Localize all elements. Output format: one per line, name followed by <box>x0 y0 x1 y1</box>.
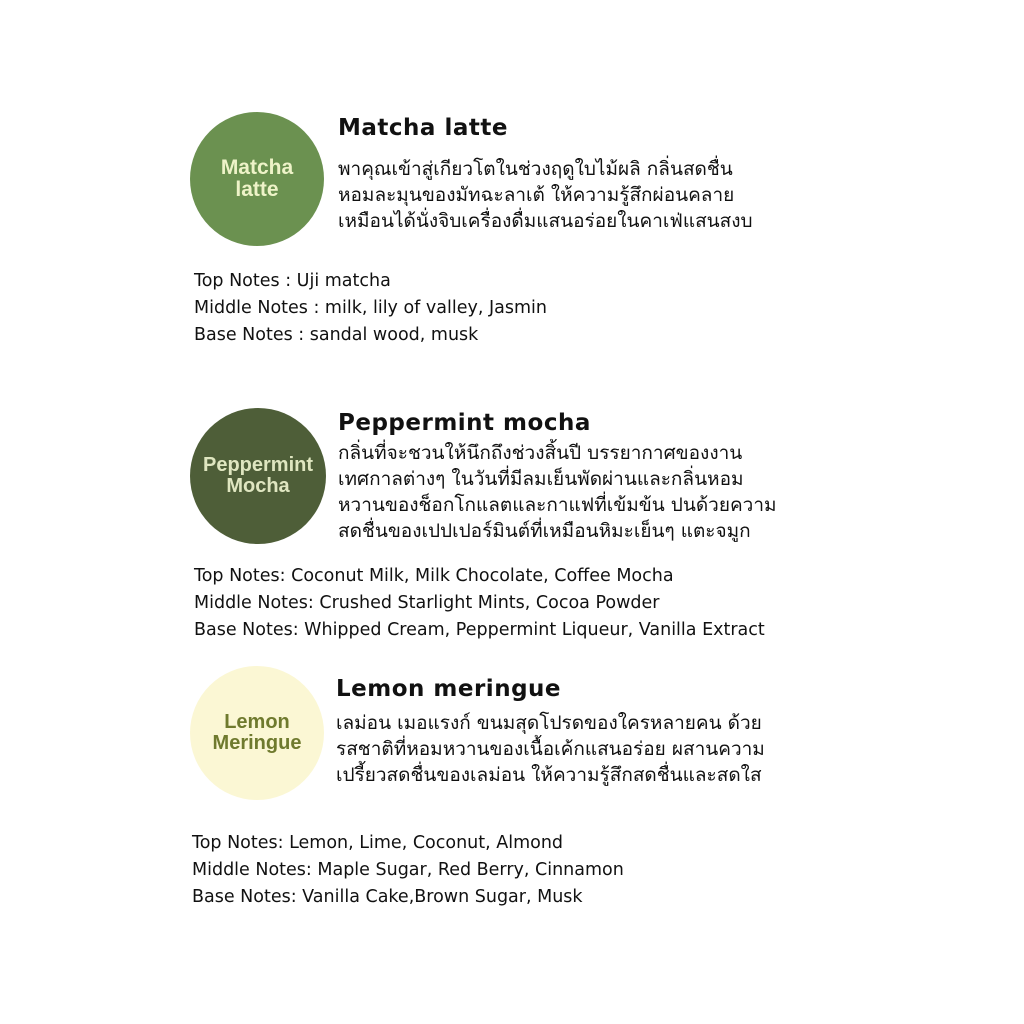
description-line: เปรี้ยวสดชื่นของเลม่อน ให้ความรู้สึกสดชื่นและสดใส <box>336 764 762 786</box>
top-notes: Top Notes: Coconut Milk, Milk Chocolate, Coffee Mocha <box>194 566 674 586</box>
description-line: สดชื่นของเปปเปอร์มินต์ที่เหมือนหิมะเย็นๆ แตะจมูก <box>338 520 751 542</box>
peppermint-mocha-badge <box>190 408 326 544</box>
description-line: เลม่อน เมอแรงก์ ขนมสุดโปรดของใครหลายคน ด้วย <box>336 712 762 734</box>
description-line: รสชาติที่หอมหวานของเนื้อเค้กแสนอร่อย ผสานความ <box>336 738 765 760</box>
badge-line: Meringue <box>212 732 302 754</box>
matcha-latte-notes <box>194 268 547 349</box>
badge-line: Peppermint <box>202 454 314 476</box>
base-notes: Base Notes : sandal wood, musk <box>194 325 479 345</box>
peppermint-mocha-description <box>338 440 777 544</box>
lemon-meringue-badge <box>190 666 324 800</box>
description-line: เหมือนได้นั่งจิบเครื่องดื่มแสนอร่อยในคาเฟ่แสนสงบ <box>338 210 753 232</box>
middle-notes: Middle Notes: Maple Sugar, Red Berry, Cinnamon <box>192 860 624 880</box>
description-line: หอมละมุนของมัทฉะลาเต้ ให้ความรู้สึกผ่อนคลาย <box>338 184 735 206</box>
matcha-latte-title: Matcha latte <box>338 115 508 141</box>
lemon-meringue-notes <box>192 830 624 911</box>
description-line: พาคุณเข้าสู่เกียวโตในช่วงฤดูใบไม้ผลิ กลิ่นสดชื่น <box>338 158 733 180</box>
description-line: เทศกาลต่างๆ ในวันที่มีลมเย็นพัดผ่านและกลิ่นหอม <box>338 468 744 490</box>
badge-line: Matcha <box>220 155 294 179</box>
base-notes: Base Notes: Whipped Cream, Peppermint Liqueur, Vanilla Extract <box>194 620 765 640</box>
description-line: กลิ่นที่จะชวนให้นึกถึงช่วงสิ้นปี บรรยากาศของงาน <box>338 442 743 464</box>
lemon-meringue-title: Lemon meringue <box>336 676 562 702</box>
peppermint-mocha-title: Peppermint mocha <box>338 410 591 436</box>
base-notes: Base Notes: Vanilla Cake,Brown Sugar, Musk <box>192 887 583 907</box>
description-line: หวานของช็อกโกแลตและกาแฟที่เข้มข้น ปนด้วยความ <box>338 494 777 516</box>
badge-line: Lemon <box>224 711 290 733</box>
matcha-latte-badge <box>190 112 324 246</box>
lemon-meringue-description <box>336 710 765 788</box>
middle-notes: Middle Notes: Crushed Starlight Mints, Cocoa Powder <box>194 593 660 613</box>
badge-line: latte <box>235 178 279 201</box>
top-notes: Top Notes: Lemon, Lime, Coconut, Almond <box>192 833 564 853</box>
top-notes: Top Notes : Uji matcha <box>194 271 391 291</box>
badge-line: Mocha <box>226 475 290 497</box>
matcha-latte-description <box>338 156 753 234</box>
peppermint-mocha-notes <box>194 563 765 644</box>
middle-notes: Middle Notes : milk, lily of valley, Jasmin <box>194 298 547 318</box>
